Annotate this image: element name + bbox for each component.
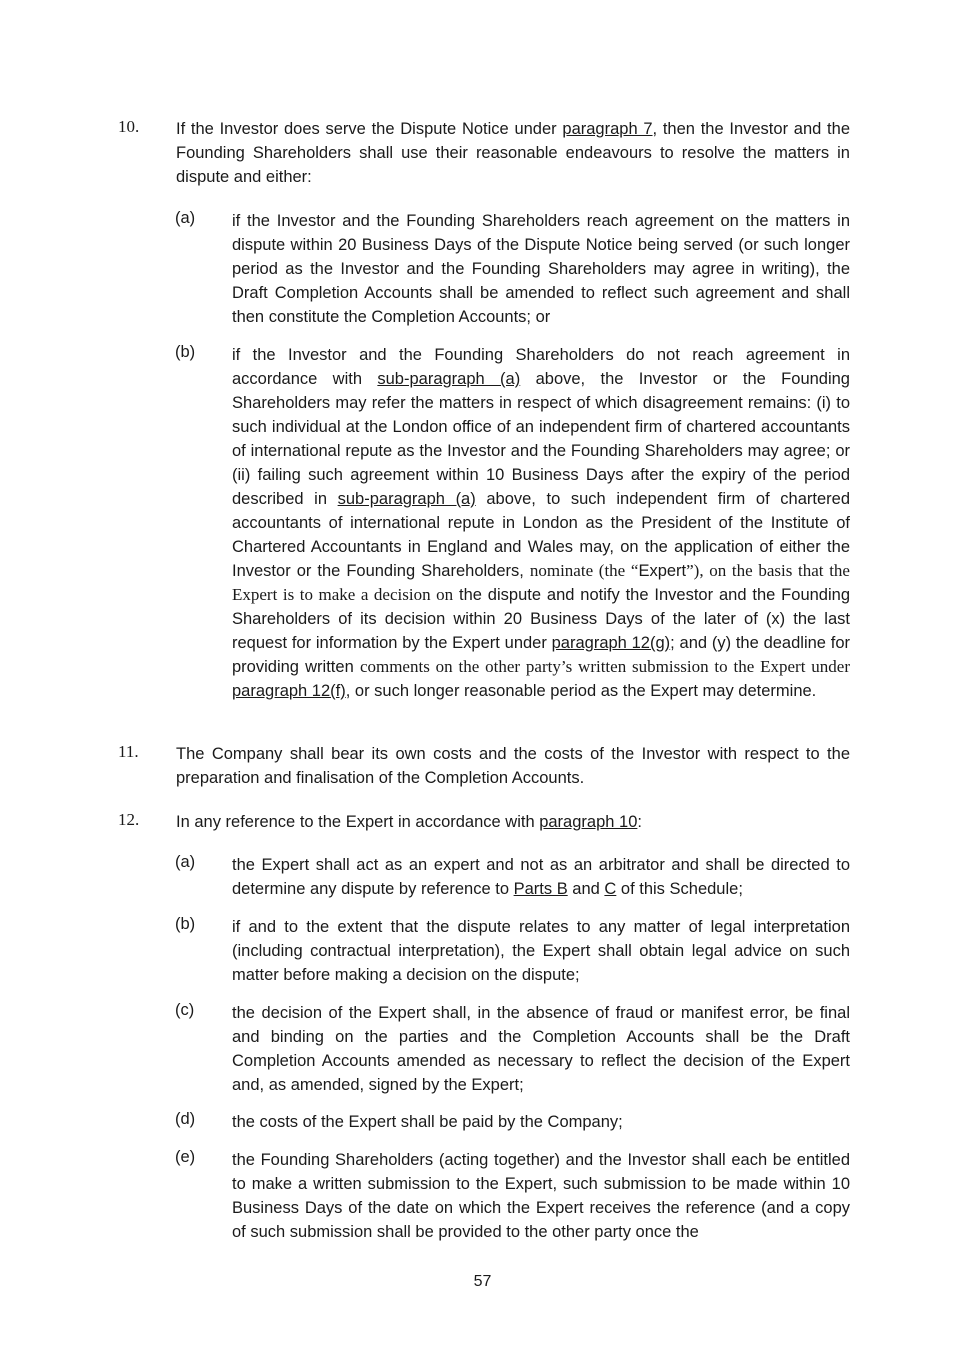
subclause-10a (175, 209, 850, 329)
subclause-text: the decision of the Expert shall, in the absence of fraud or manifest error, be final and binding on the parties and the Completion Accounts shall be the Draft Completion Accounts amended as necessary to reflect the decision of the Expert and, as amended, signed by the Expert; (232, 1004, 850, 1094)
text-run: of this Schedule; (616, 880, 743, 898)
subclause-label: (b) (175, 915, 196, 933)
subclause-label: (b) (175, 343, 196, 361)
cross-reference-link[interactable]: Parts B (513, 880, 568, 898)
clause-number: 11. (118, 742, 139, 761)
clause-text (176, 810, 850, 834)
text-run: , then the Investor and the Founding Shareholders shall use their reasonable endeavours to resolve the matters in dispute and either: (176, 120, 850, 186)
text-run: ; and (y) the deadline for providing written (232, 634, 850, 676)
subclause-12b (175, 915, 850, 987)
text-run: comments on the other party’s written submission to the Expert under (359, 657, 850, 676)
text-run: nominate (the “ (529, 561, 639, 580)
subclause-text: the Founding Shareholders (acting together) and the Investor shall each be entitled to make a written submission to the Expert, such submission to be made within 10 Business Days of the date on which the Expert receives the reference (and a copy of such submission shall be provided to the other party once the (232, 1151, 850, 1241)
subclause-label: (a) (175, 209, 196, 227)
clause-11 (118, 742, 850, 790)
clause-number: 10. (118, 117, 140, 136)
text-run: If the Investor does serve the Dispute Notice under (176, 120, 563, 138)
subclause-text (232, 853, 850, 901)
cross-reference-link[interactable]: C (604, 880, 617, 898)
subclause-12c (175, 1001, 850, 1097)
clause-10 (118, 117, 850, 189)
cross-reference-link[interactable]: sub-paragraph (a) (377, 370, 521, 388)
text-run: above, the Investor or the Founding Shareholders may refer the matters in respect of which disagreement remains: (i) to such individual at the London office of an independent firm of chartered accountants of international repute as the Investor and the Founding Shareholders may agree; or (ii) failing such agreement within 10 Business Days after the expiry of the period described in (232, 370, 850, 508)
subclause-text: if the Investor and the Founding Shareholders reach agreement on the matters in dispute within 20 Business Days of the Dispute Notice being served (or such longer period as the Investor and the Founding Shareholders may agree in writing), the Draft Completion Accounts shall be amended to reflect such agreement and shall then constitute the Completion Accounts; or (232, 212, 850, 326)
subclause-text: if and to the extent that the dispute relates to any matter of legal interpretation (including contractual interpretation), the Expert shall obtain legal advice on such matter before making a decision on the dispute; (232, 918, 850, 984)
subclause-label: (d) (175, 1110, 196, 1128)
clause-text (176, 117, 850, 189)
text-run: above, to such independent firm of chartered accountants of international repute in London as the President of the Institute of Chartered Accountants in England and Wales may, on the application of either the Investor or the Founding Shareholders, (232, 490, 850, 580)
cross-reference-link[interactable]: paragraph 12(g) (551, 634, 671, 652)
text-run: and (567, 880, 605, 898)
subclause-label: (c) (175, 1001, 195, 1019)
text-run: : (637, 813, 642, 831)
subclause-12a (175, 853, 850, 901)
text-run: the Expert shall act as an expert and not as an arbitrator and shall be directed to determine any dispute by reference to (232, 856, 850, 898)
clause-number: 12. (118, 810, 140, 829)
cross-reference-link[interactable]: paragraph 10 (539, 813, 638, 831)
page-number: 57 (473, 1273, 492, 1290)
subclause-text: the costs of the Expert shall be paid by the Company; (232, 1113, 623, 1131)
text-run: , or such longer reasonable period as the Expert may determine. (345, 682, 817, 700)
text-run: the dispute and notify the Investor and the Founding Shareholders of its decision within 20 Business Days of the later of (x) the last request for information by the Expert under (232, 586, 850, 652)
subclause-12e (175, 1148, 850, 1244)
defined-term: Expert (638, 562, 687, 580)
clause-12 (118, 810, 850, 834)
subclause-label: (a) (175, 853, 196, 871)
cross-reference-link[interactable]: sub-paragraph (a) (337, 490, 476, 508)
subclause-12d (175, 1110, 850, 1134)
subclause-label: (e) (175, 1148, 196, 1166)
text-run: if the Investor and the Founding Shareholders do not reach agreement in accordance with (232, 346, 850, 388)
text-run: ”), on the basis that the Expert is to make a decision on (232, 561, 850, 604)
cross-reference-link[interactable]: paragraph 12(f) (232, 682, 346, 700)
clause-text: The Company shall bear its own costs and the costs of the Investor with respect to the preparation and finalisation of the Completion Accounts. (176, 745, 850, 787)
subclause-text (232, 343, 850, 703)
cross-reference-link[interactable]: paragraph 7 (562, 120, 653, 138)
text-run: In any reference to the Expert in accordance with (176, 813, 540, 831)
subclause-10b (175, 343, 850, 703)
